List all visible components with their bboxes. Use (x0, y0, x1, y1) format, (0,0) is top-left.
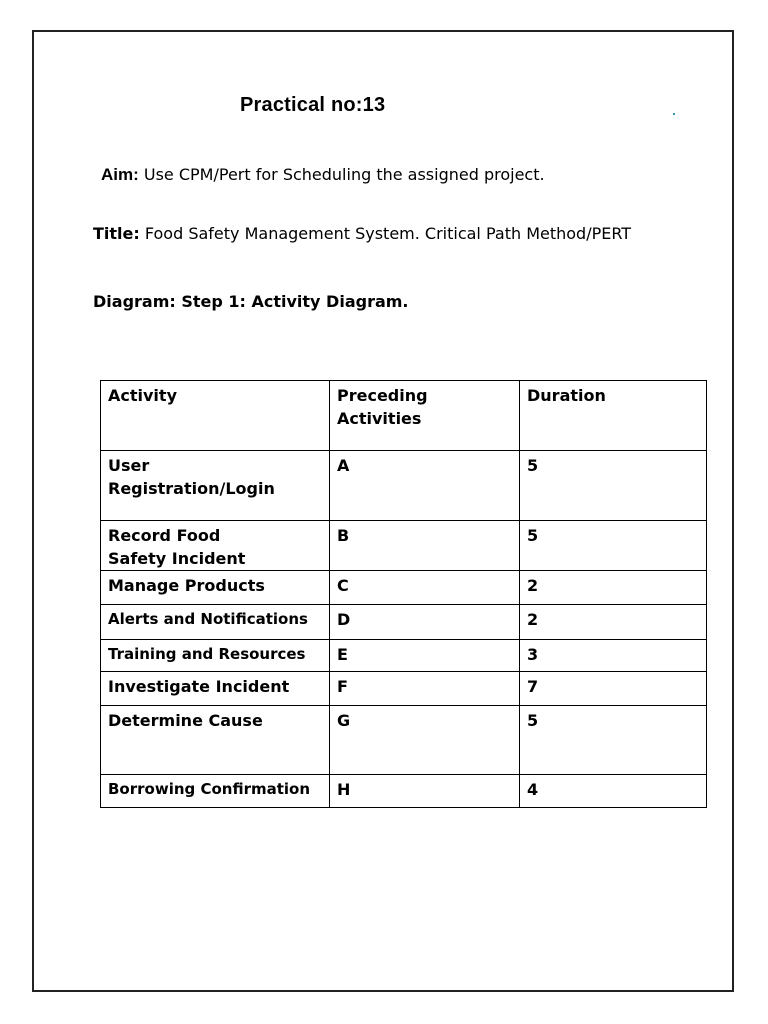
cell-preceding: B (330, 521, 520, 571)
activity-table (100, 380, 707, 808)
cell-activity: Manage Products (101, 571, 330, 605)
cell-duration: 2 (520, 605, 707, 640)
title-label: Title: (93, 224, 140, 243)
cell-activity-text: User Registration/Login (108, 456, 275, 498)
cell-preceding: F (330, 672, 520, 706)
stray-dot (673, 113, 675, 115)
aim-text: Use CPM/Pert for Scheduling the assigned project. (143, 165, 545, 184)
table-row (101, 640, 707, 672)
cell-activity: Investigate Incident (101, 672, 330, 706)
cell-activity (101, 605, 330, 640)
cell-activity (101, 640, 330, 672)
cell-duration: 5 (520, 451, 707, 521)
aim-label: Aim: (101, 165, 139, 184)
diagram-heading: Diagram: Step 1: Activity Diagram. (93, 292, 409, 311)
table-row (101, 521, 707, 571)
cell-activity (101, 521, 330, 571)
cell-duration: 7 (520, 672, 707, 706)
table-row (101, 605, 707, 640)
cell-activity-text: Borrowing Confirmation (108, 780, 311, 798)
cell-activity-text: Training and Resources (108, 645, 306, 663)
cell-preceding: H (330, 775, 520, 808)
cell-preceding: G (330, 706, 520, 775)
aim-line (101, 165, 545, 185)
table-row (101, 451, 707, 521)
cell-preceding: E (330, 640, 520, 672)
cell-preceding: C (330, 571, 520, 605)
cell-duration: 4 (520, 775, 707, 808)
cell-preceding: D (330, 605, 520, 640)
cell-duration: 2 (520, 571, 707, 605)
table-header-row (101, 381, 707, 451)
cell-duration: 5 (520, 706, 707, 775)
header-activity: Activity (101, 381, 330, 451)
header-duration: Duration (520, 381, 707, 451)
header-preceding-text: Preceding Activities (337, 386, 428, 428)
cell-activity: Determine Cause (101, 706, 330, 775)
page-title: Practical no:13 (240, 94, 386, 116)
cell-activity (101, 451, 330, 521)
cell-preceding: A (330, 451, 520, 521)
cell-activity-text: Alerts and Notifications (108, 610, 308, 628)
table-row (101, 706, 707, 775)
table-row (101, 775, 707, 808)
title-line (93, 224, 631, 243)
cell-activity (101, 775, 330, 808)
cell-activity-text: Record Food Safety Incident (108, 526, 246, 568)
table-row (101, 672, 707, 706)
table-row (101, 571, 707, 605)
cell-duration: 3 (520, 640, 707, 672)
header-preceding (330, 381, 520, 451)
title-text: Food Safety Management System. Critical Path Method/PERT (144, 224, 632, 243)
cell-duration: 5 (520, 521, 707, 571)
